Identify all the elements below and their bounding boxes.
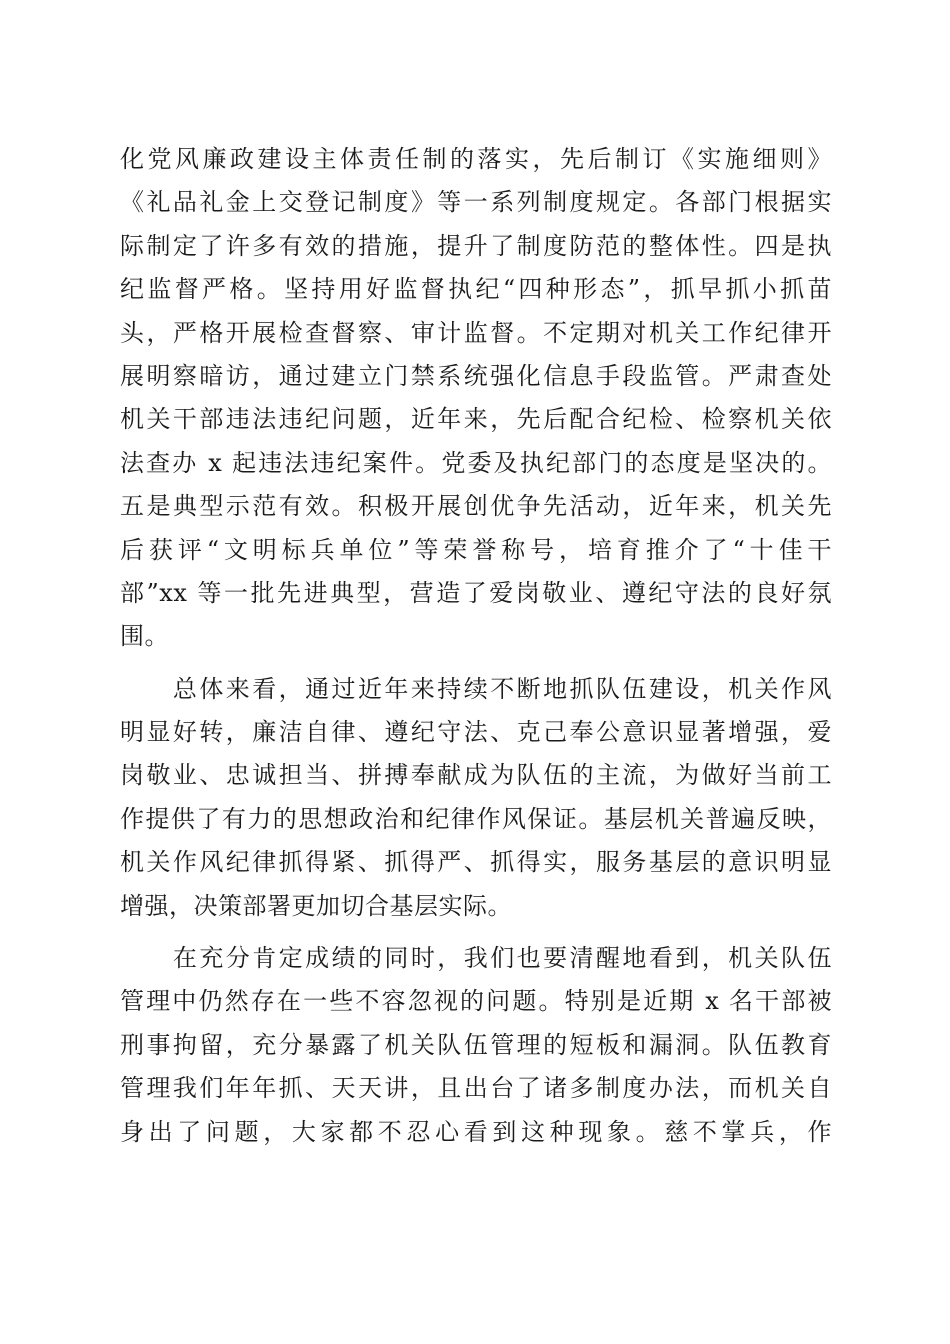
text-line: 纪监督严格。坚持用好监督执纪“四种形态”，抓早抓小抓苗 [120,275,832,304]
text-line: 法查办 x 起违法违纪案件。党委及执纪部门的态度是坚决的。 [120,448,832,477]
text-line: 总体来看，通过近年来持续不断地抓队伍建设，机关作风 [120,674,832,703]
text-line: 身出了问题，大家都不忍心看到这种现象。慈不掌兵，作 [120,1117,832,1146]
paragraph-gap [120,928,832,937]
text-line: 展明察暗访，通过建立门禁系统强化信息手段监管。严肃查处 [120,361,832,390]
text-line: 增强，决策部署更加切合基层实际。 [120,891,512,920]
text-line: 部”xx 等一批先进典型，营造了爱岗敬业、遵纪守法的良好氛 [120,578,832,607]
text-line: 明显好转，廉洁自律、遵纪守法、克己奉公意识显著增强，爱 [120,718,832,747]
text-line: 管理中仍然存在一些不容忽视的问题。特别是近期 x 名干部被 [120,987,832,1016]
paragraph-3 [120,937,832,1154]
text-line: 头，严格开展检查督察、审计监督。不定期对机关工作纪律开 [120,318,832,347]
text-line: 岗敬业、忠诚担当、拼搏奉献成为队伍的主流，为做好当前工 [120,761,832,790]
text-line: 围。 [120,622,169,651]
text-line: 《礼品礼金上交登记制度》等一系列制度规定。各部门根据实 [120,188,832,217]
text-line: 作提供了有力的思想政治和纪律作风保证。基层机关普遍反映， [120,804,832,833]
text-line: 管理我们年年抓、天天讲，且出台了诸多制度办法，而机关自 [120,1074,832,1103]
text-line: 在充分肯定成绩的同时，我们也要清醒地看到，机关队伍 [120,944,832,973]
text-line: 刑事拘留，充分暴露了机关队伍管理的短板和漏洞。队伍教育 [120,1030,832,1059]
body-text [120,138,832,1154]
text-line: 机关作风纪律抓得紧、抓得严、抓得实，服务基层的意识明显 [120,848,832,877]
text-line: 后获评“文明标兵单位”等荣誉称号，培育推介了“十佳干 [120,535,832,564]
text-line: 机关干部违法违纪问题，近年来，先后配合纪检、检察机关依 [120,405,832,434]
text-line: 化党风廉政建设主体责任制的落实，先后制订《实施细则》 [120,145,832,173]
paragraph-1 [120,138,832,659]
paragraph-2 [120,668,832,928]
paragraph-gap [120,659,832,668]
text-line: 际制定了许多有效的措施，提升了制度防范的整体性。四是执 [120,231,832,260]
text-line: 五是典型示范有效。积极开展创优争先活动，近年来，机关先 [120,492,832,521]
